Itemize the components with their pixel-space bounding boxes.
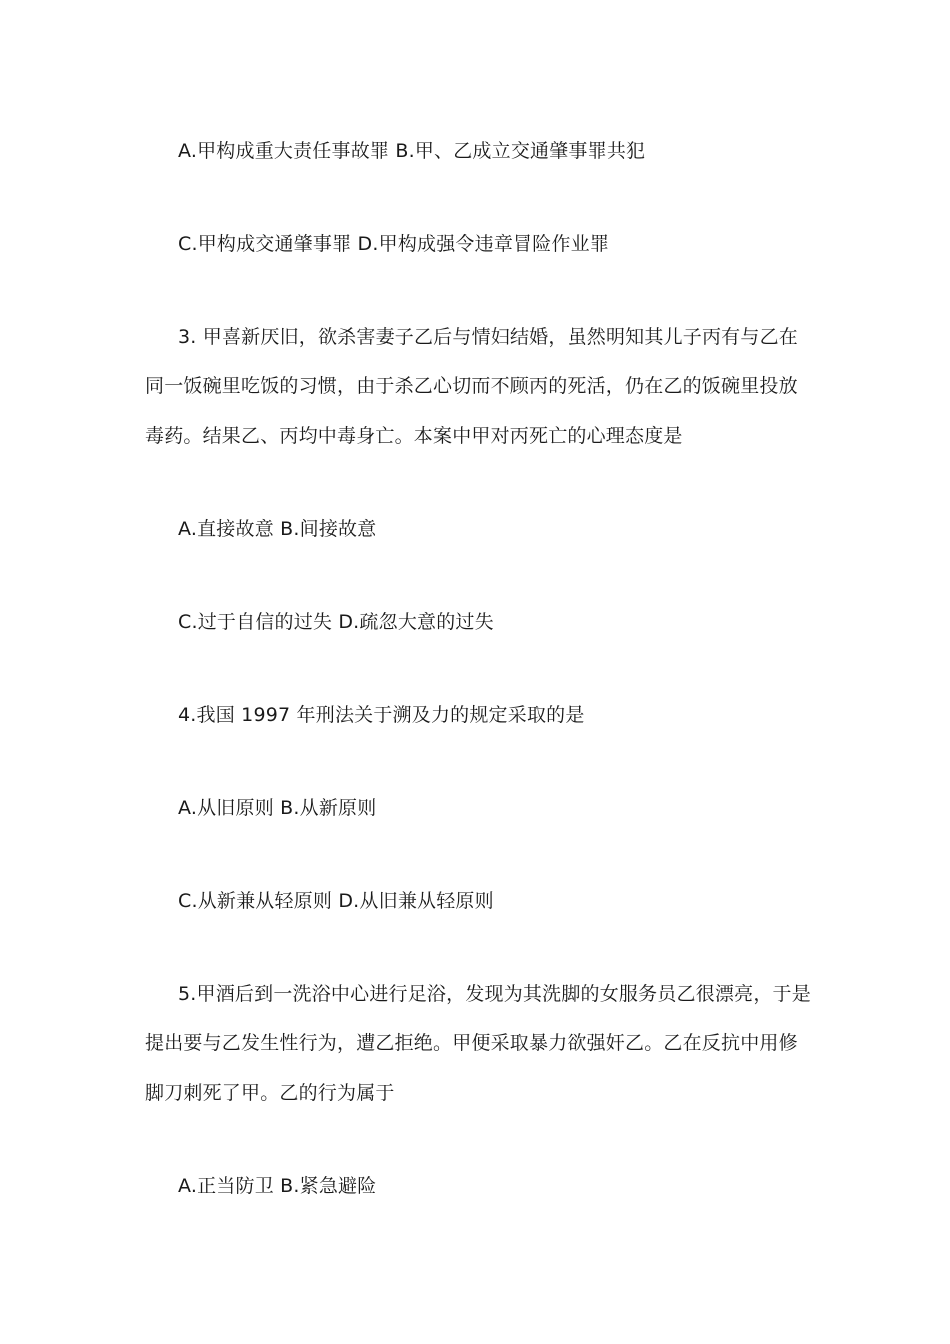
q3-stem-line-3: 毒药。结果乙、丙均中毒身亡。本案中甲对丙死亡的心理态度是	[145, 425, 683, 447]
q5-stem-line-1: 5.甲酒后到一洗浴中心进行足浴，发现为其洗脚的女服务员乙很漂亮，于是	[178, 983, 811, 1005]
q4-options-ab: A.从旧原则 B.从新原则	[178, 797, 377, 819]
q3-stem-line-2: 同一饭碗里吃饭的习惯，由于杀乙心切而不顾丙的死活，仍在乙的饭碗里投放	[145, 375, 798, 397]
q2-options-cd: C.甲构成交通肇事罪 D.甲构成强令违章冒险作业罪	[178, 233, 610, 255]
q5-options-ab: A.正当防卫 B.紧急避险	[178, 1175, 377, 1197]
q5-stem-line-3: 脚刀刺死了甲。乙的行为属于	[145, 1082, 395, 1104]
q3-options-cd: C.过于自信的过失 D.疏忽大意的过失	[178, 611, 494, 633]
q2-options-ab: A.甲构成重大责任事故罪 B.甲、乙成立交通肇事罪共犯	[178, 140, 646, 162]
q5-stem-line-2: 提出要与乙发生性行为，遭乙拒绝。甲便采取暴力欲强奸乙。乙在反抗中用修	[145, 1032, 798, 1054]
q3-stem-line-1: 3. 甲喜新厌旧，欲杀害妻子乙后与情妇结婚，虽然明知其儿子丙有与乙在	[178, 326, 798, 348]
q4-stem: 4.我国 1997 年刑法关于溯及力的规定采取的是	[178, 704, 585, 726]
q4-options-cd: C.从新兼从轻原则 D.从旧兼从轻原则	[178, 890, 494, 912]
q3-options-ab: A.直接故意 B.间接故意	[178, 518, 377, 540]
